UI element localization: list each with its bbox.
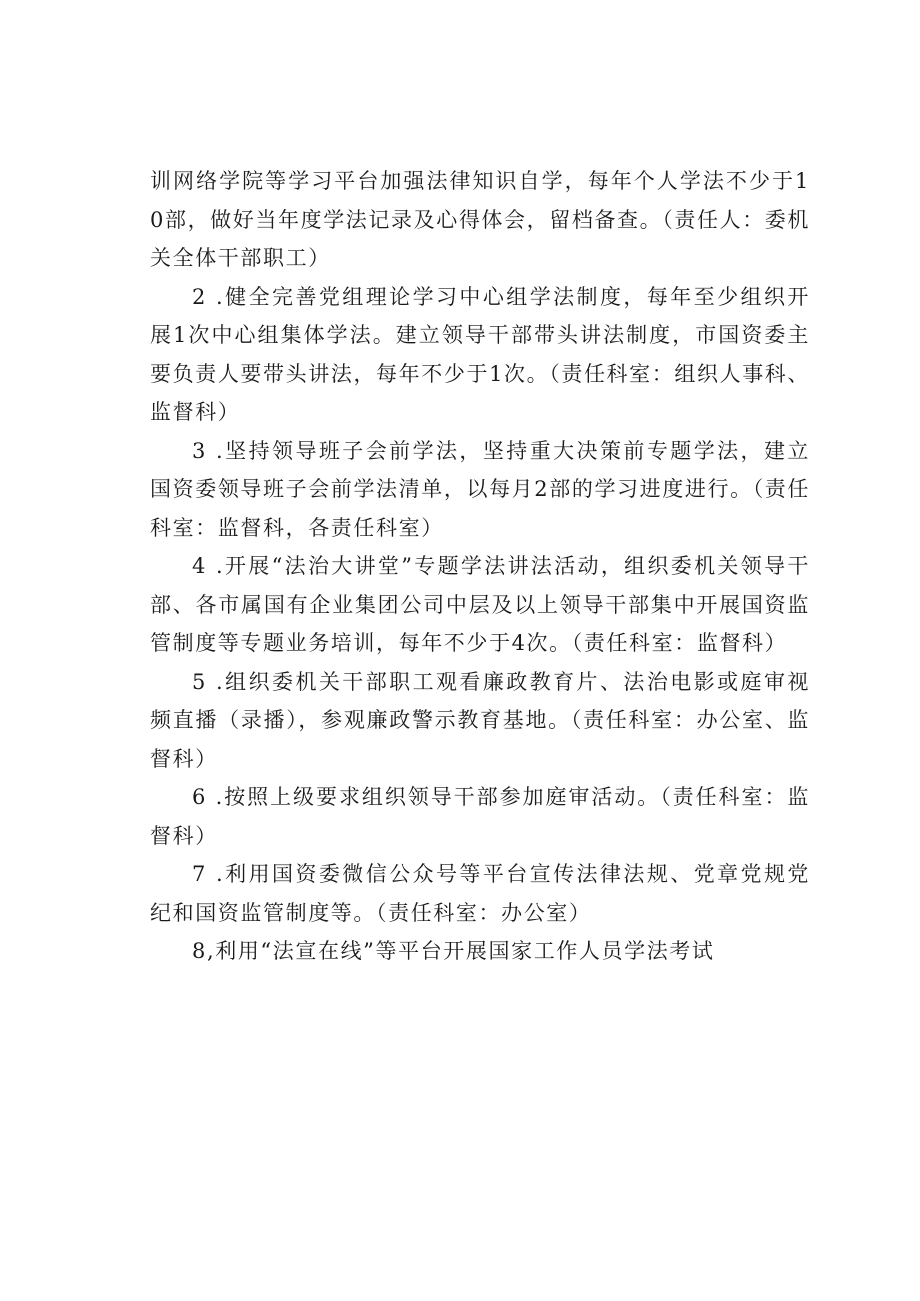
document-body <box>150 162 810 971</box>
paragraph-item-6: 6 .按照上级要求组织领导干部参加庭审活动。（责任科室：监督科） <box>150 785 810 848</box>
paragraph-item-2: 2 .健全完善党组理论学习中心组学法制度，每年至少组织开展1次中心组集体学法。建立领导干部带头讲法制度，市国资委主要负责人要带头讲法，每年不少于1次。（责任科室：组织人事科、监督科） <box>150 284 810 424</box>
paragraph-item-8: 8,利用“法宣在线”等平台开展国家工作人员学法考试 <box>192 939 715 963</box>
paragraph-item-7: 7 .利用国资委微信公众号等平台宣传法律法规、党章党规党纪和国资监管制度等。（责任科室：办公室） <box>150 862 810 925</box>
paragraph-item-4: 4 .开展“法治大讲堂”专题学法讲法活动，组织委机关领导干部、各市属国有企业集团公司中层及以上领导干部集中开展国资监管制度等专题业务培训，每年不少于4次。（责任科室：监督科） <box>150 554 810 655</box>
paragraph-item-5: 5 .组织委机关干部职工观看廉政教育片、法治电影或庭审视频直播（录播），参观廉政警示教育基地。（责任科室：办公室、监督科） <box>150 669 810 771</box>
paragraph-item-3: 3 .坚持领导班子会前学法，坚持重大决策前专题学法，建立国资委领导班子会前学法清单，以每月2部的学习进度进行。（责任科室：监督科，各责任科室） <box>150 438 810 540</box>
paragraph-continued: 训网络学院等学习平台加强法律知识自学，每年个人学法不少于10部，做好当年度学法记录及心得体会，留档备查。（责任人：委机关全体干部职工） <box>150 169 810 270</box>
